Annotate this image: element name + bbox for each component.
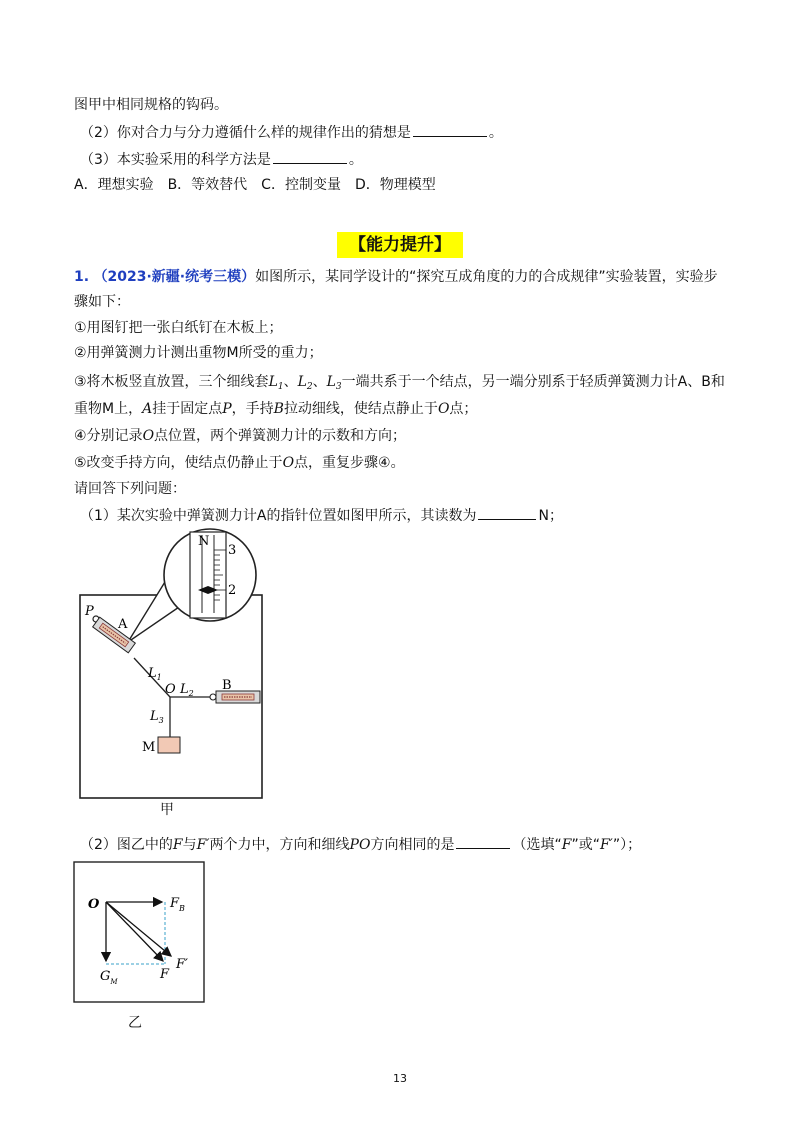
thread-l3: $L_3$ <box>326 374 342 392</box>
question-2-text: （2）你对合力与分力遵循什么样的规律作出的猜想是 <box>80 125 411 141</box>
label-l2: $L_2$ <box>180 682 194 698</box>
figure-yi-frame <box>74 862 204 1002</box>
question-2-end: 。 <box>488 125 503 141</box>
question-intro-b: 骤如下： <box>74 294 130 310</box>
thread-l1: $L_1$ <box>268 374 284 392</box>
page-number: 13 <box>393 1072 407 1085</box>
scale-letter: N <box>198 534 210 549</box>
step-1: ①用图钉把一张白纸钉在木板上； <box>74 320 283 336</box>
step-4: ④分别记录O点位置，两个弹簧测力计的示数和方向； <box>74 428 407 444</box>
options-line: A．理想实验 B．等效替代 C．控制变量 D．物理模型 <box>74 177 436 193</box>
label-fb: $F_B$ <box>170 896 185 913</box>
spring-scale-b <box>210 691 260 703</box>
question-source: （2023·新疆·统考三模） <box>93 269 256 285</box>
question-3-text: （3）本实验采用的科学方法是 <box>80 152 271 168</box>
thread-l2: $L_2$ <box>297 374 313 392</box>
step-3a-post: 一端共系于一个结点，另一端分别系于轻质弹簧测力计A、B和 <box>341 374 725 390</box>
label-f: F <box>160 967 170 982</box>
label-l3: $L_3$ <box>150 709 164 725</box>
question-3-line <box>80 149 363 170</box>
question-intro-a: 如图所示，某同学设计的“探究互成角度的力的合成规律”实验装置，实验步 <box>255 269 718 285</box>
scale-top-mark: 3 <box>228 543 237 558</box>
question-2-line <box>80 122 503 143</box>
answer-blank-2[interactable] <box>413 122 487 137</box>
step-3b: 重物M上，A挂于固定点P，手持B拉动细线，使结点静止于O点； <box>74 401 478 417</box>
figure-jia <box>70 525 270 805</box>
label-m: M <box>142 740 156 755</box>
figure-yi <box>72 860 207 1005</box>
weight-m <box>158 737 180 753</box>
figure-jia-caption: 甲 <box>160 802 174 818</box>
label-gm: $G_M$ <box>100 969 118 986</box>
answer-blank-sub1[interactable] <box>478 505 536 520</box>
scale-bottom-mark: 2 <box>228 583 237 598</box>
question-1-header <box>74 267 718 287</box>
label-o: O <box>165 682 176 697</box>
step-2: ②用弹簧测力计测出重物M所受的重力； <box>74 345 323 361</box>
label-o-yi: O <box>88 897 100 912</box>
figure-yi-caption: 乙 <box>128 1015 142 1031</box>
sub-question-2: （2）图乙中的F与F′两个力中，方向和细线PO方向相同的是 （选填“F”或“F′”）； <box>80 834 641 855</box>
prompt: 请回答下列问题： <box>74 481 186 497</box>
label-p: P <box>85 604 94 619</box>
label-a: A <box>118 617 128 632</box>
section-title: 【能力提升】 <box>337 232 463 258</box>
question-number: 1. <box>74 269 90 285</box>
label-l1: $L_1$ <box>148 666 162 682</box>
label-b: B <box>222 678 232 693</box>
step-3a-pre: ③将木板竖直放置，三个细线套 <box>74 374 269 390</box>
step-3a: ③将木板竖直放置，三个细线套$L_1$、$L_2$、$L_3$一端共系于一个结点，另一端分别系于轻质弹簧测力计A、B和 <box>74 374 725 392</box>
step-5: ⑤改变手持方向，使结点仍静止于O点，重复步骤④。 <box>74 455 405 471</box>
text-line-1: 图甲中相同规格的钩码。 <box>74 97 228 113</box>
question-3-end: 。 <box>348 152 363 168</box>
answer-blank-3[interactable] <box>273 149 347 164</box>
label-f-prime: F′ <box>176 957 188 972</box>
sub-question-1: （1）某次实验中弹簧测力计A的指针位置如图甲所示，其读数为 N； <box>80 505 563 526</box>
answer-blank-sub2[interactable] <box>456 834 510 849</box>
